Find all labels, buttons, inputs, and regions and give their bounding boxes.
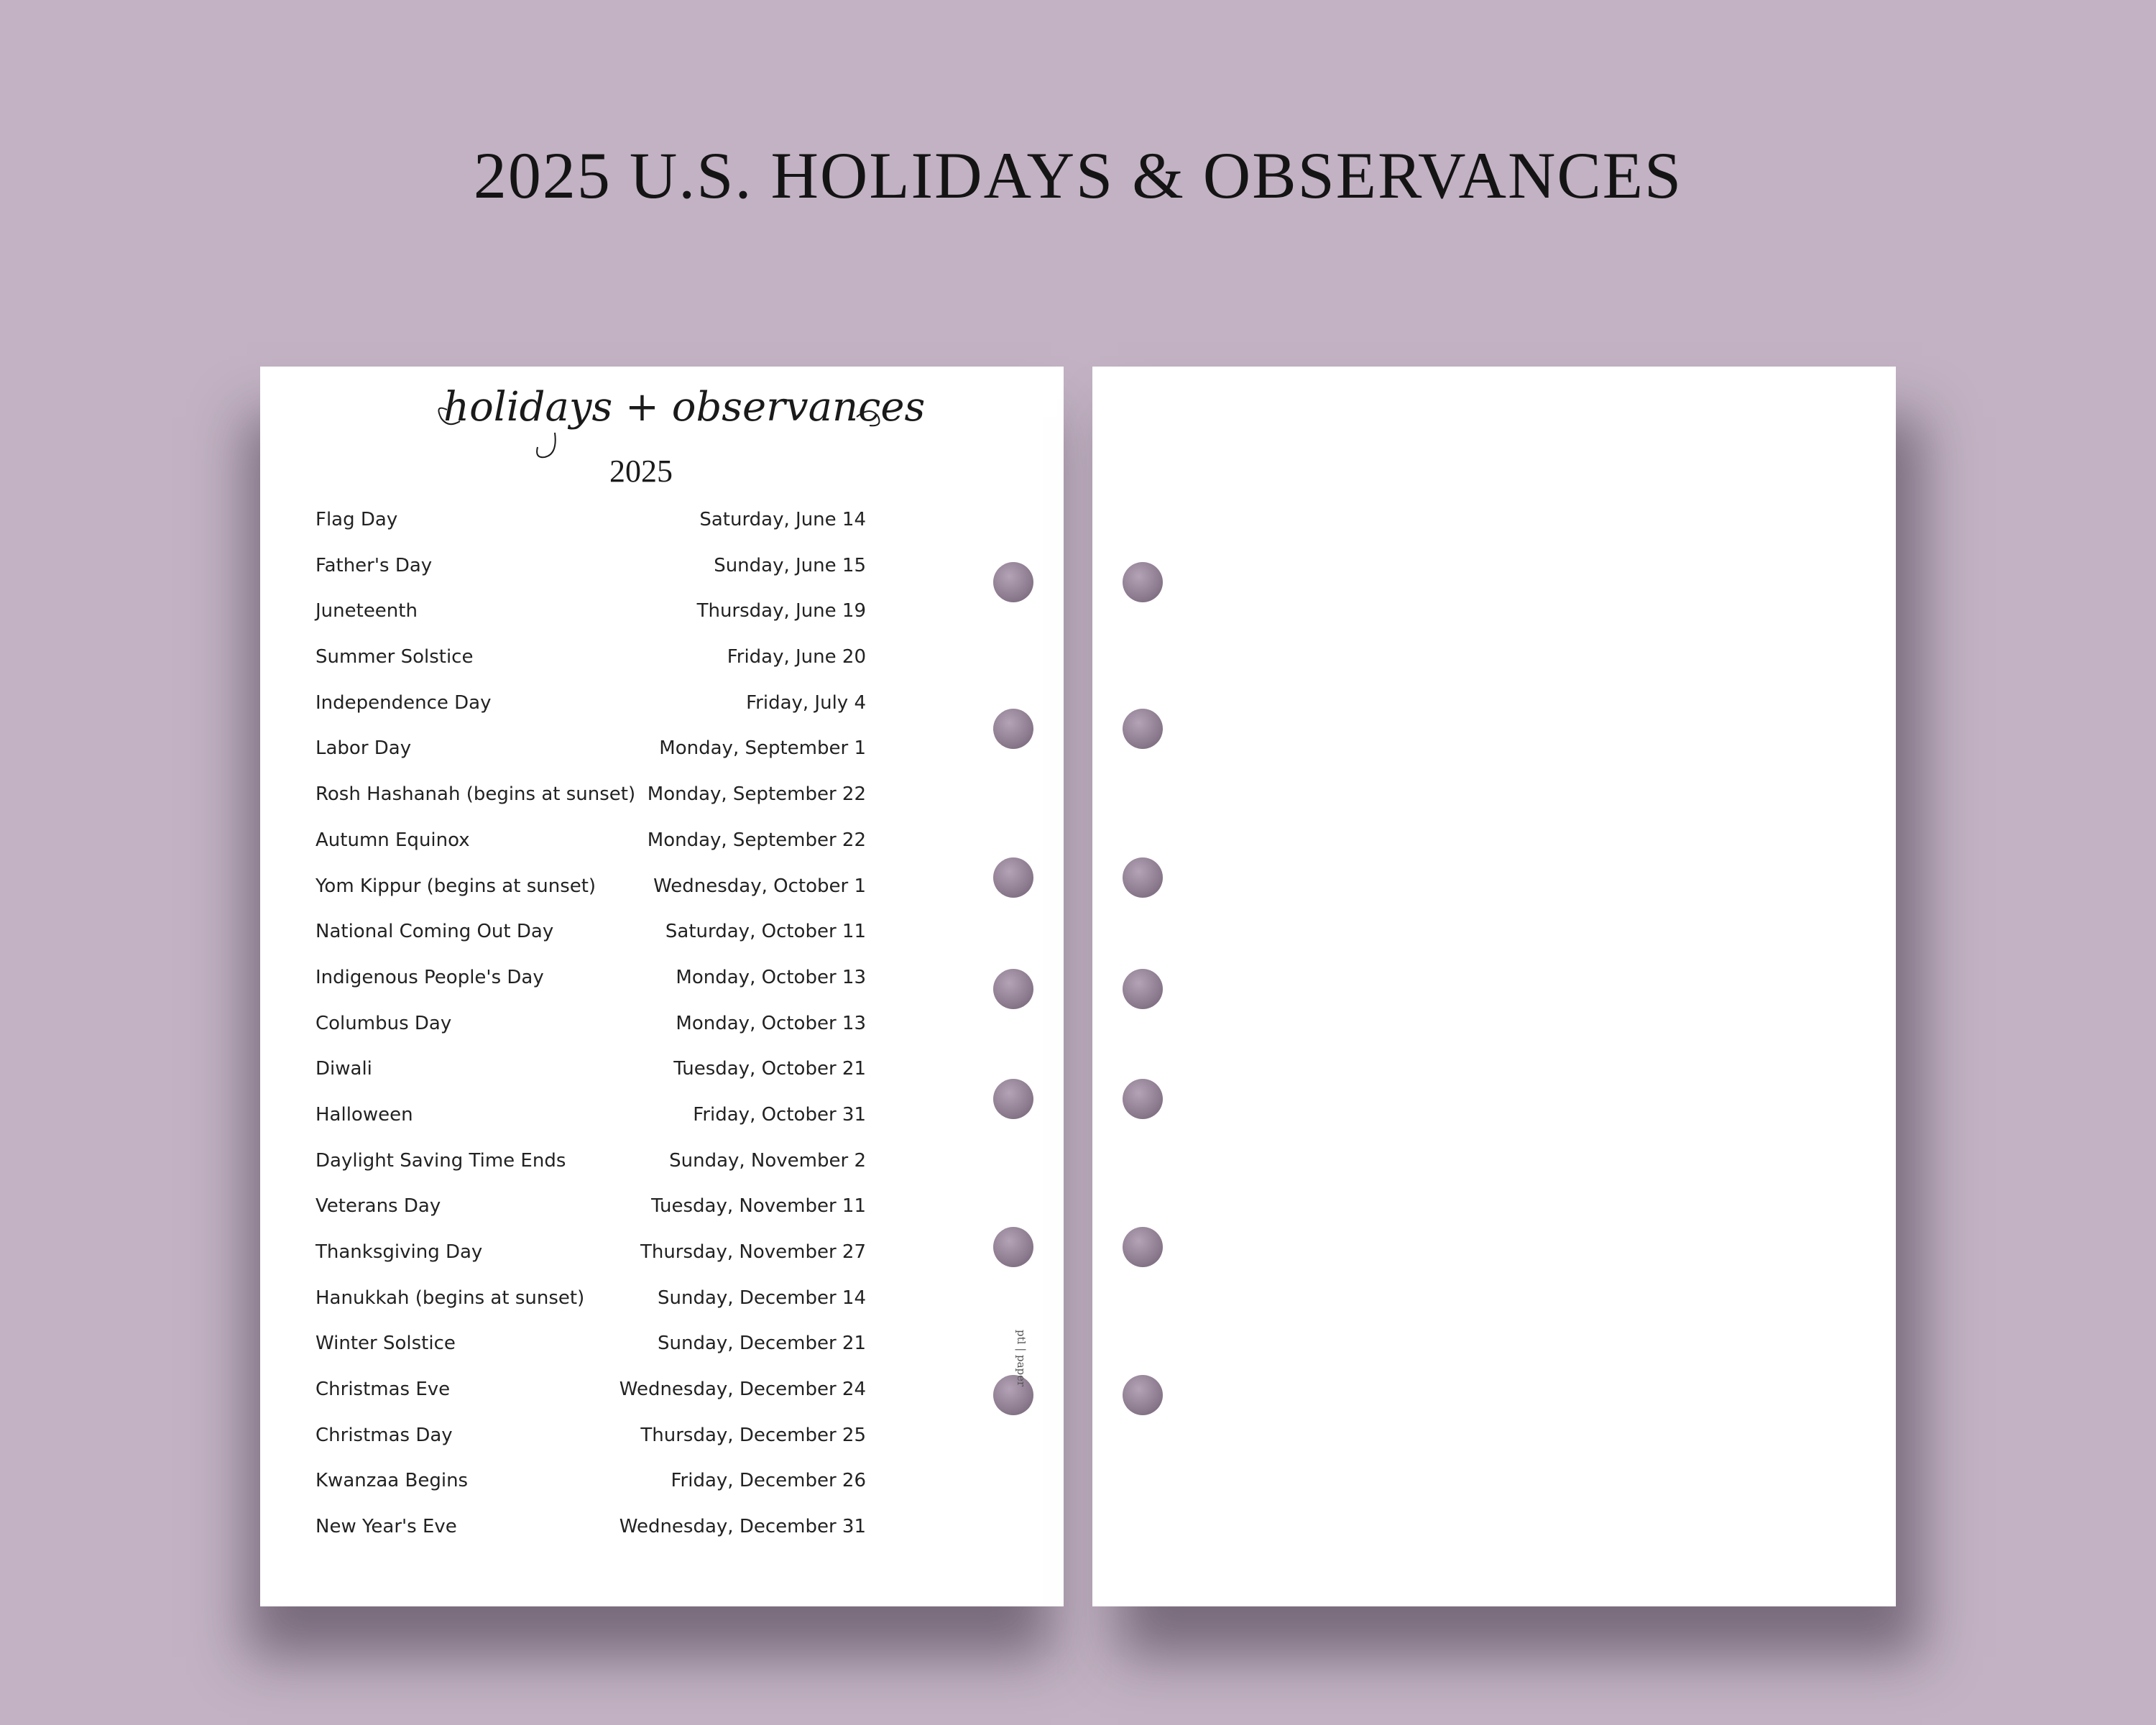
binder-hole — [993, 857, 1033, 898]
brand-mark: ptl | paper — [1015, 1330, 1028, 1387]
holiday-name: Juneteenth — [315, 600, 418, 622]
holiday-row — [260, 1104, 1064, 1150]
holiday-name: New Year's Eve — [315, 1516, 457, 1538]
binder-hole — [993, 709, 1033, 749]
holiday-date: Wednesday, December 24 — [619, 1379, 866, 1401]
holiday-date: Sunday, June 15 — [714, 554, 866, 576]
holiday-date: Friday, October 31 — [693, 1103, 866, 1126]
holiday-row — [260, 1058, 1064, 1104]
holiday-row — [260, 737, 1064, 783]
holiday-name: Kwanzaa Begins — [315, 1470, 469, 1492]
holiday-date: Monday, September 1 — [659, 737, 866, 760]
holiday-date: Friday, July 4 — [746, 691, 866, 714]
holiday-row — [260, 600, 1064, 646]
holiday-name: Winter Solstice — [315, 1333, 456, 1355]
holiday-date: Thursday, November 27 — [640, 1241, 866, 1263]
holiday-date: Saturday, October 11 — [665, 921, 866, 943]
holiday-row — [260, 1195, 1064, 1241]
holiday-name: Halloween — [315, 1103, 413, 1126]
binder-hole — [993, 562, 1033, 602]
holiday-row — [260, 1379, 1064, 1425]
holiday-name: Rosh Hashanah (begins at sunset) — [315, 783, 636, 806]
holiday-name: Diwali — [315, 1058, 372, 1080]
holiday-row — [260, 829, 1064, 875]
holiday-row — [260, 1150, 1064, 1196]
left-planner-page — [260, 367, 1064, 1606]
binder-hole — [1123, 1227, 1163, 1267]
holiday-row — [260, 1470, 1064, 1516]
holiday-date: Wednesday, October 1 — [653, 875, 866, 897]
banner-title: 2025 U.S. HOLIDAYS & OBSERVANCES — [473, 139, 1683, 212]
holiday-name: Autumn Equinox — [315, 829, 470, 851]
script-title: holidays + observances — [443, 384, 926, 431]
holiday-name: Thanksgiving Day — [315, 1241, 483, 1263]
holiday-row — [260, 692, 1064, 738]
holiday-date: Saturday, June 14 — [699, 509, 866, 530]
holiday-row — [260, 921, 1064, 967]
holiday-name: Christmas Day — [315, 1424, 453, 1446]
binder-hole — [1123, 562, 1163, 602]
holiday-date: Monday, September 22 — [647, 829, 866, 851]
binder-hole — [1123, 709, 1163, 749]
holiday-date: Monday, October 13 — [676, 966, 866, 988]
holiday-date: Friday, December 26 — [671, 1470, 866, 1492]
binder-hole — [1123, 1375, 1163, 1415]
binder-hole — [993, 1227, 1033, 1267]
holiday-name: Columbus Day — [315, 1012, 452, 1034]
holiday-date: Thursday, June 19 — [696, 600, 866, 622]
holiday-name: National Coming Out Day — [315, 921, 554, 943]
holiday-date: Wednesday, December 31 — [619, 1516, 866, 1538]
holiday-date: Monday, October 13 — [676, 1012, 866, 1034]
holiday-name: Summer Solstice — [315, 646, 474, 668]
holiday-row — [260, 1013, 1064, 1059]
holiday-name: Daylight Saving Time Ends — [315, 1149, 566, 1172]
holiday-list — [260, 509, 1064, 1562]
holiday-row — [260, 875, 1064, 921]
binder-hole — [1123, 969, 1163, 1009]
holiday-date: Sunday, December 21 — [658, 1333, 866, 1355]
holiday-row — [260, 1241, 1064, 1287]
holiday-name: Yom Kippur (begins at sunset) — [315, 875, 596, 897]
holiday-row — [260, 967, 1064, 1013]
holiday-row — [260, 646, 1064, 692]
holiday-date: Sunday, November 2 — [669, 1149, 866, 1172]
holiday-name: Labor Day — [315, 737, 412, 760]
holiday-name: Indigenous People's Day — [315, 966, 544, 988]
holiday-name: Christmas Eve — [315, 1379, 451, 1401]
holiday-row — [260, 1425, 1064, 1471]
holiday-date: Tuesday, October 21 — [673, 1058, 866, 1080]
binder-hole — [1123, 1079, 1163, 1119]
holiday-name: Hanukkah (begins at sunset) — [315, 1287, 585, 1309]
holiday-name: Flag Day — [315, 509, 398, 530]
right-planner-page — [1092, 367, 1896, 1606]
holiday-row — [260, 783, 1064, 829]
binder-hole — [993, 1079, 1033, 1119]
holiday-date: Tuesday, November 11 — [651, 1195, 866, 1218]
holiday-name: Veterans Day — [315, 1195, 441, 1218]
holiday-date: Monday, September 22 — [647, 783, 866, 806]
holiday-row — [260, 1516, 1064, 1562]
holiday-date: Friday, June 20 — [727, 646, 866, 668]
binder-hole — [1123, 857, 1163, 898]
holiday-date: Sunday, December 14 — [658, 1287, 866, 1309]
holiday-row — [260, 1287, 1064, 1333]
holiday-date: Thursday, December 25 — [640, 1424, 866, 1446]
holiday-row — [260, 1333, 1064, 1379]
binder-hole — [993, 969, 1033, 1009]
holiday-name: Father's Day — [315, 554, 433, 576]
holiday-row — [260, 509, 1064, 555]
planner-year: 2025 — [609, 454, 673, 489]
holiday-name: Independence Day — [315, 691, 492, 714]
holiday-row — [260, 555, 1064, 601]
